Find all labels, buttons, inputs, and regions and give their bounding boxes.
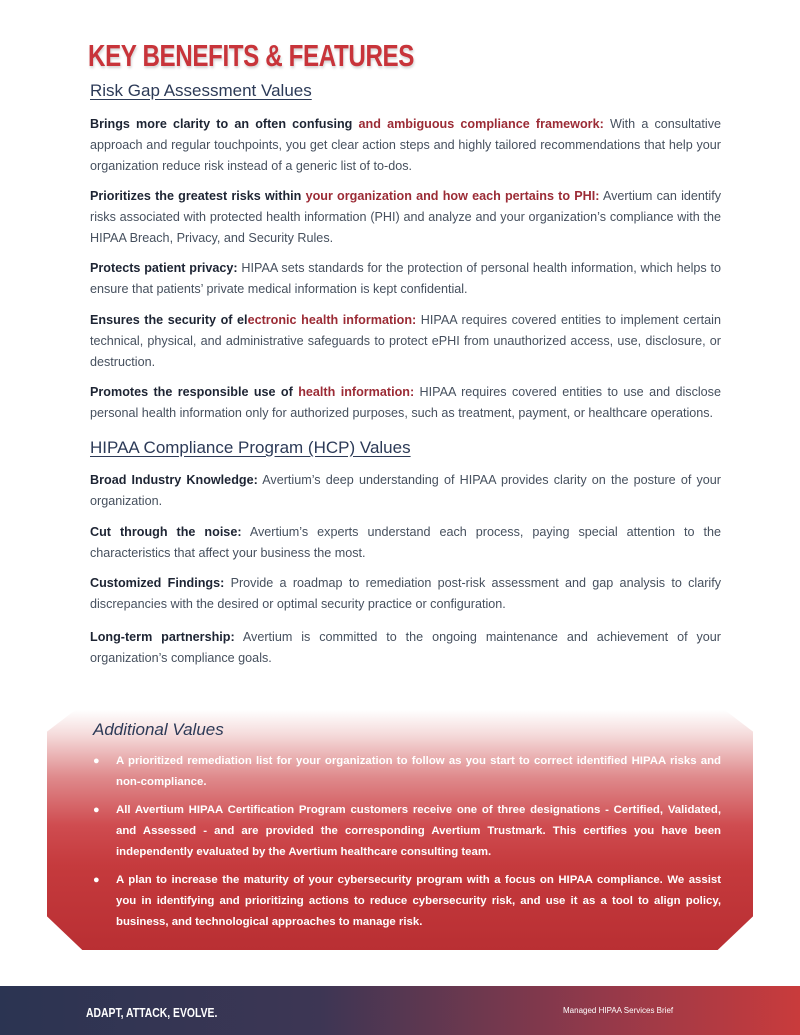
item-lead: Customized Findings: (90, 576, 225, 590)
risk-gap-item-security (90, 310, 721, 373)
risk-gap-item-prioritizes (90, 186, 721, 249)
risk-gap-item-responsible-use (90, 382, 721, 424)
bullet-icon: ● (93, 874, 100, 886)
list-item-text: A plan to increase the maturity of your cybersecurity program with a focus on HIPAA compliance. We assist you in identifying and prioritizing actions to reduce cybersecurity risk, and use it as a tool to align policy, business, and technological approaches to manage risk. (116, 874, 721, 928)
item-lead: Protects patient privacy: (90, 261, 238, 275)
item-body: Avertium’s deep understanding of HIPAA provides clarity on the posture of your organization. (90, 473, 721, 508)
item-lead: Brings more clarity to an often confusing and ambiguous compliance framework: (90, 117, 604, 131)
list-item (93, 870, 721, 933)
item-body: Provide a roadmap to remediation post-risk assessment and gap analysis to clarify discrepancies with the desired or optimal security practice or configuration. (90, 576, 721, 611)
item-body: Avertium can identify risks associated with protected health information (PHI) and analyze and your organization’s compliance with the HIPAA Breach, Privacy, and Security Rules. (90, 189, 721, 245)
item-body: Avertium’s experts understand each process, paying special attention to the characteristics that affect your business the most. (90, 525, 721, 560)
list-item (93, 751, 721, 793)
hcp-item-noise (90, 522, 721, 564)
item-body: Avertium is committed to the ongoing maintenance and achievement of your organization’s compliance goals. (90, 630, 721, 665)
footer-document-name: Managed HIPAA Services Brief (563, 1006, 674, 1015)
list-item-text: All Avertium HIPAA Certification Program customers receive one of three designations - Certified, Validated, and Assessed - and are provided the corresponding Avertium Trustmark. This certifies you have been independently evaluated by the Avertium healthcare consulting team. (116, 804, 721, 858)
additional-values-heading: Additional Values (93, 720, 224, 739)
item-body: HIPAA requires covered entities to implement certain technical, physical, and administrative safeguards to protect ePHI from unauthorized access, use, disclosure, or destruction. (90, 313, 721, 369)
risk-gap-item-privacy (90, 258, 721, 300)
item-lead: Ensures the security of electronic health information: (90, 313, 417, 327)
item-body: HIPAA requires covered entities to use and disclose personal health information only for authorized purposes, such as treatment, payment, or healthcare operations. (90, 385, 721, 420)
footer-tagline: ADAPT, ATTACK, EVOLVE. (86, 1005, 218, 1020)
item-lead: Promotes the responsible use of health information: (90, 385, 415, 399)
hcp-item-findings (90, 573, 721, 615)
item-lead: Cut through the noise: (90, 525, 242, 539)
hcp-item-partnership (90, 627, 721, 669)
risk-gap-heading: Risk Gap Assessment Values (90, 81, 312, 100)
item-lead: Broad Industry Knowledge: (90, 473, 258, 487)
item-lead: Long-term partnership: (90, 630, 235, 644)
bullet-icon: ● (93, 804, 100, 816)
additional-values-list (93, 751, 721, 940)
hcp-item-knowledge (90, 470, 721, 512)
risk-gap-item-clarity (90, 114, 721, 177)
list-item-text: A prioritized remediation list for your organization to follow as you start to correct identified HIPAA risks and non-compliance. (116, 755, 721, 788)
item-lead: Prioritizes the greatest risks within your organization and how each pertains to PHI: (90, 189, 600, 203)
item-body: With a consultative approach and regular touchpoints, you get clear action steps and highly tailored recommendations that help your organization reduce risk instead of a generic list of to-dos. (90, 117, 721, 173)
list-item (93, 800, 721, 863)
bullet-icon: ● (93, 755, 100, 767)
item-body: HIPAA sets standards for the protection of personal health information, which helps to ensure that patients’ private medical information is kept confidential. (90, 261, 721, 296)
hcp-heading: HIPAA Compliance Program (HCP) Values (90, 438, 411, 457)
page-title: KEY BENEFITS & FEATURES (88, 38, 415, 73)
